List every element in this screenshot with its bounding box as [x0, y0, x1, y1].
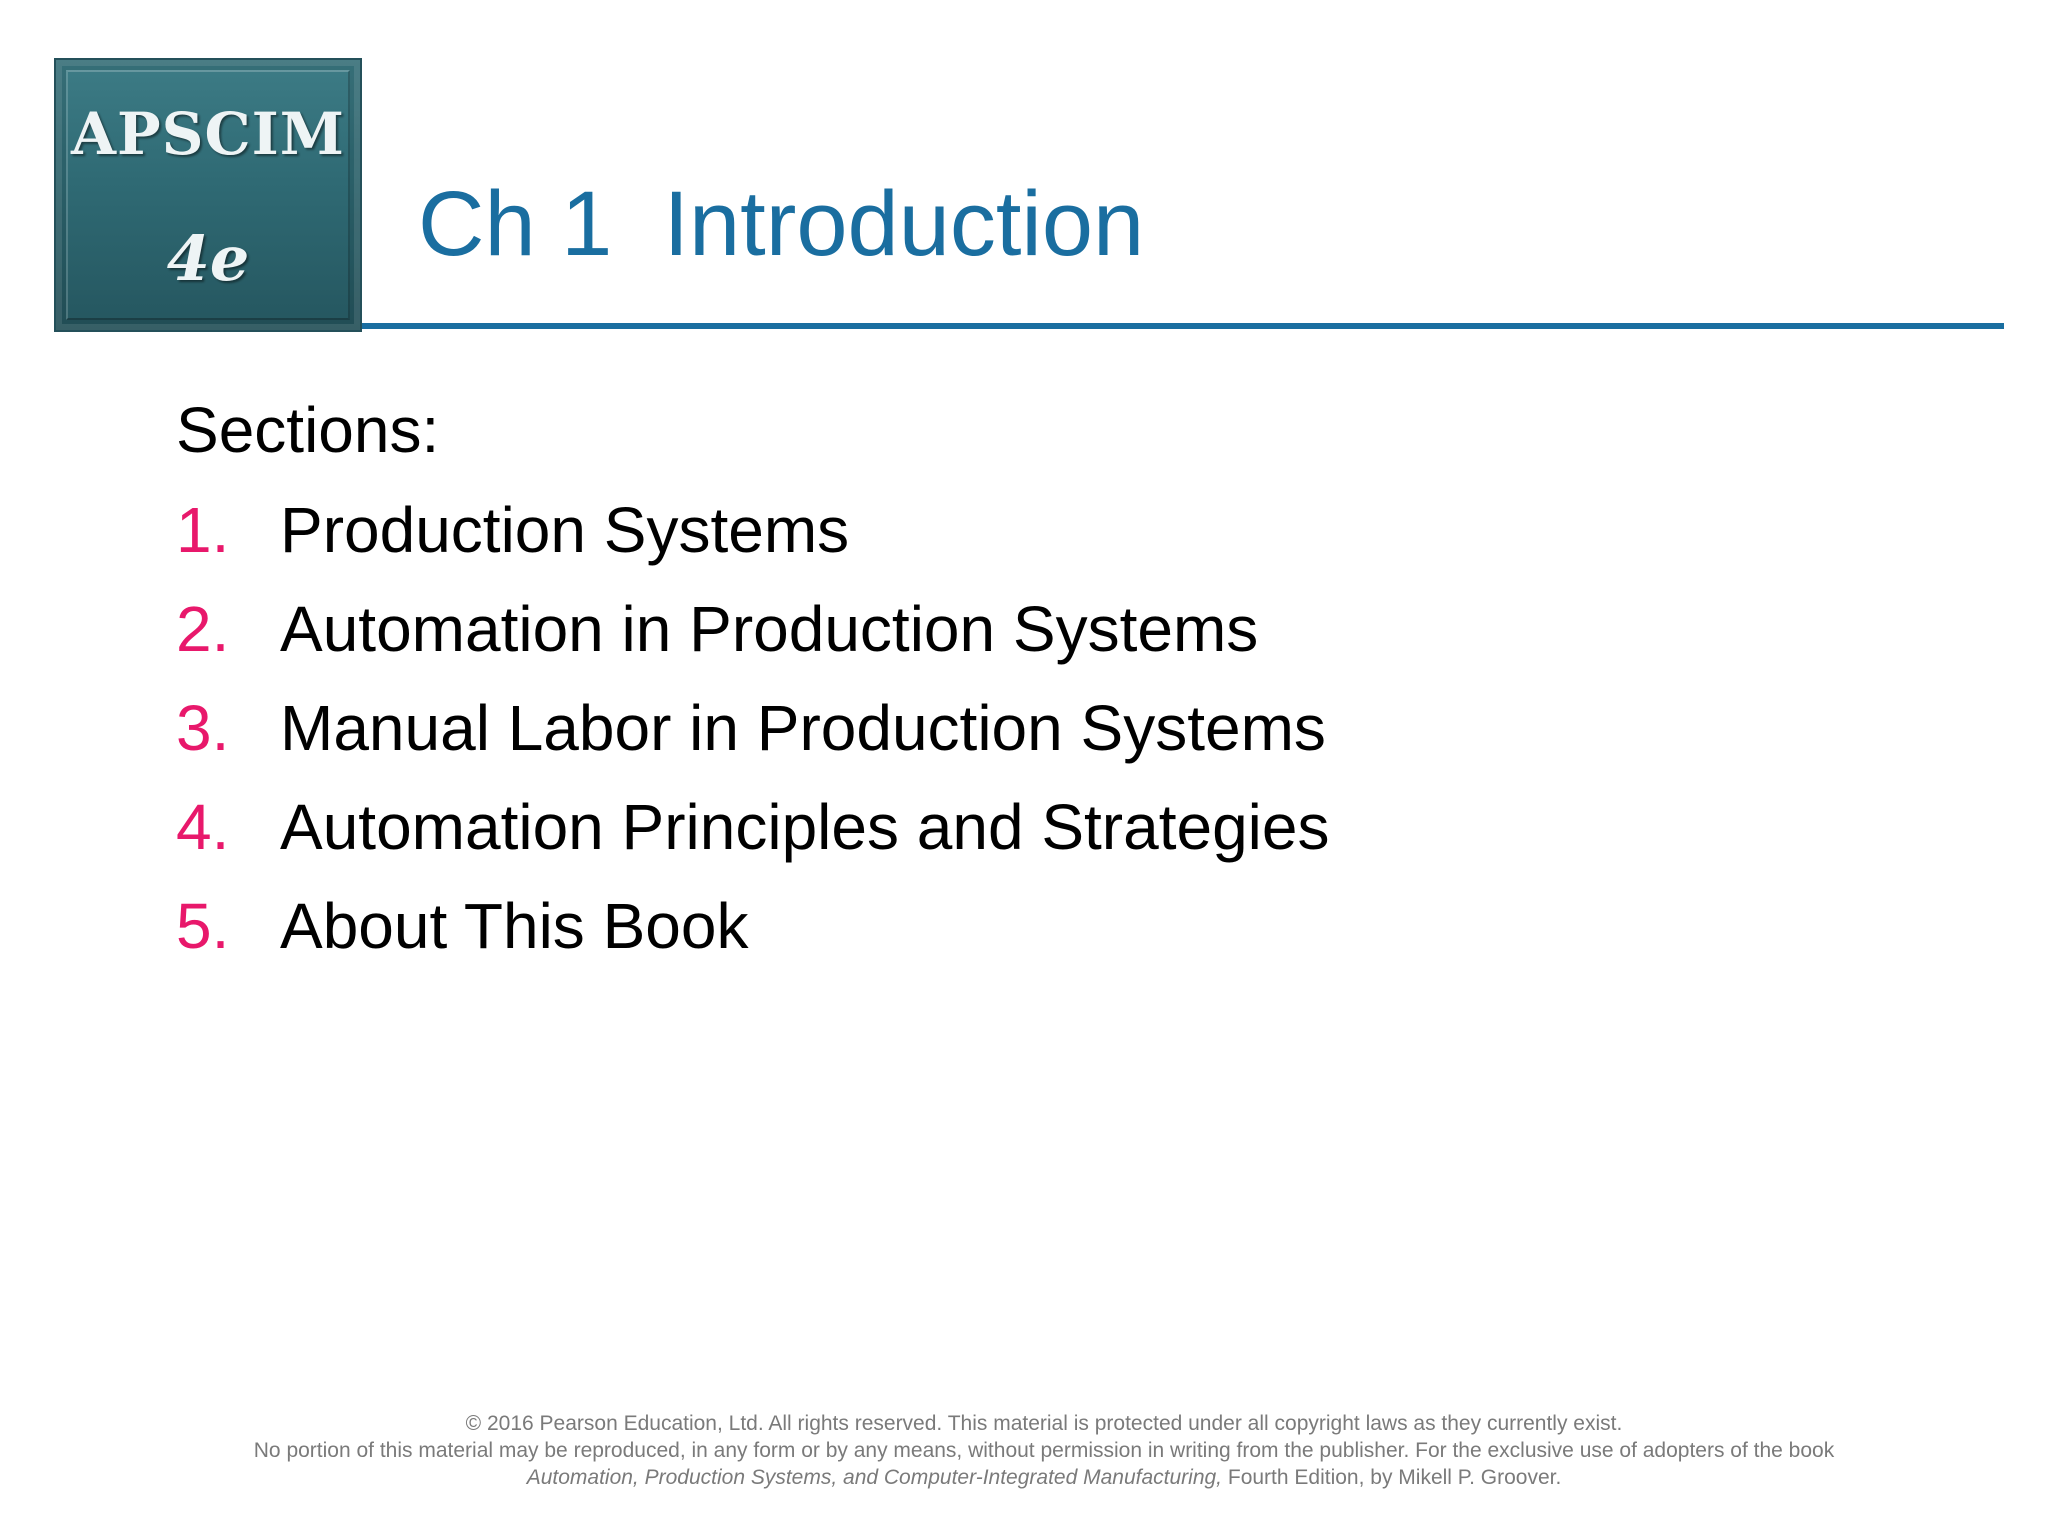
- section-number: 3.: [176, 692, 230, 764]
- section-label: About This Book: [280, 890, 749, 962]
- section-label: Automation in Production Systems: [280, 593, 1259, 665]
- book-logo-badge: [54, 58, 362, 332]
- section-number: 2.: [176, 593, 230, 665]
- sections-heading: Sections:: [176, 394, 440, 466]
- section-item: [176, 791, 1330, 894]
- section-label: Automation Principles and Strategies: [280, 791, 1330, 863]
- section-item: [176, 890, 1329, 993]
- section-item: [176, 692, 1329, 795]
- copyright-line: © 2016 Pearson Education, Ltd. All rights reserved. This material is protected under all copyright laws as they currently exist.: [465, 1412, 1623, 1435]
- section-item: [176, 494, 1329, 597]
- permission-line: No portion of this material may be reproduced, in any form or by any means, without permission in writing from the publisher. For the exclusive use of adopters of the book: [253, 1439, 1835, 1462]
- section-number: 5.: [176, 890, 230, 962]
- section-list: [176, 494, 1330, 993]
- copyright-footer: [0, 1410, 2048, 1491]
- section-label: Production Systems: [280, 494, 850, 566]
- book-title: Automation, Production Systems, and Computer-Integrated Manufacturing,: [526, 1466, 1223, 1489]
- logo-edition: 4e: [166, 222, 250, 295]
- section-number: 1.: [176, 494, 230, 566]
- section-number: 4.: [176, 791, 230, 863]
- title-underline: [362, 323, 2004, 329]
- section-label: Manual Labor in Production Systems: [280, 692, 1326, 764]
- slide-title: Ch 1 Introduction: [418, 173, 1145, 275]
- book-credit-line: [0, 1464, 2048, 1491]
- section-item: [176, 593, 1329, 696]
- book-credit: Fourth Edition, by Mikell P. Groover.: [1222, 1466, 1562, 1489]
- logo-title: APSCIM: [71, 100, 345, 168]
